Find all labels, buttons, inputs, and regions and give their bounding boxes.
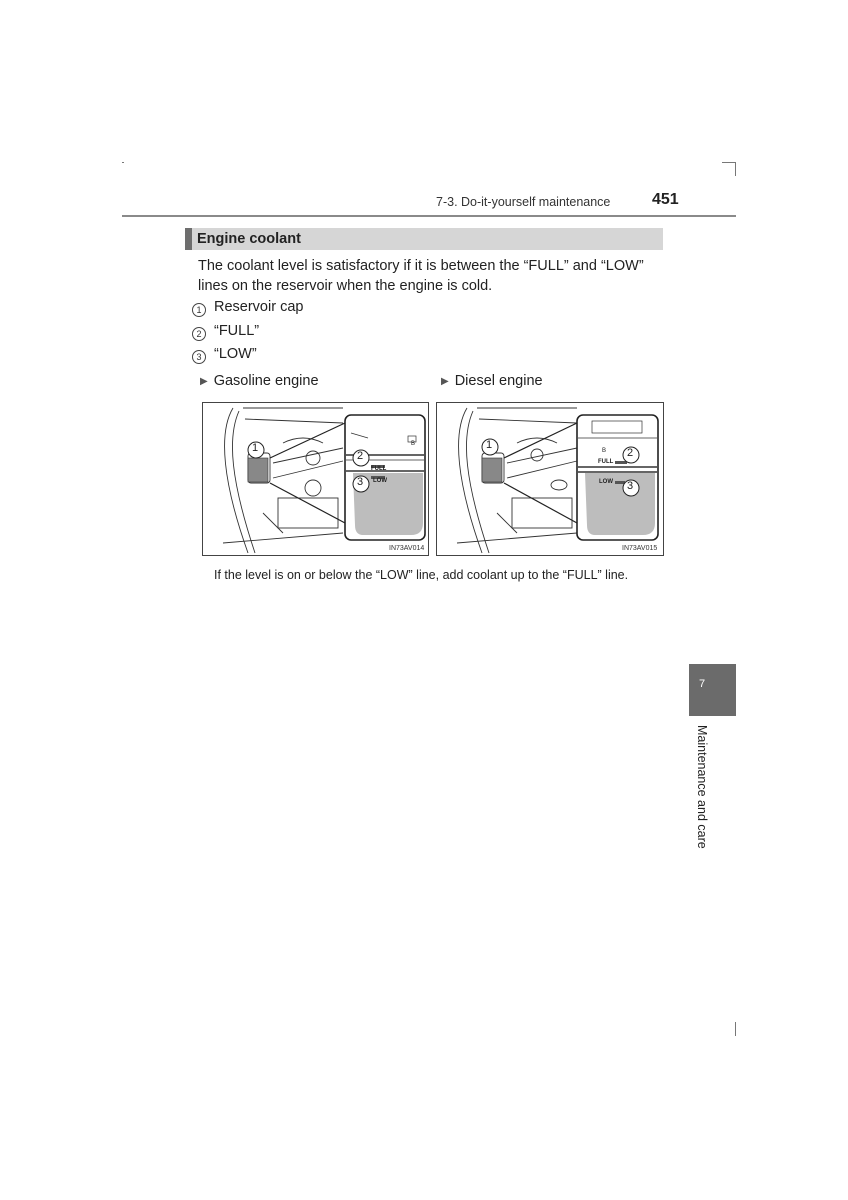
list-item <box>192 299 304 317</box>
diesel-engine-figure <box>436 402 664 556</box>
triangle-bullet-icon: ▶ <box>200 376 208 387</box>
page-number: 451 <box>652 191 679 208</box>
low-mark-label: LOW <box>373 478 387 484</box>
reservoir-letter: B <box>602 448 607 454</box>
figure-code: IN73AV014 <box>389 545 425 552</box>
intro-line-2: lines on the reservoir when the engine is cold. <box>198 278 493 294</box>
callout-number-1: 1 <box>192 303 206 317</box>
low-mark-label: LOW <box>599 479 613 485</box>
gasoline-caption: ▶ Gasoline engine <box>200 373 319 389</box>
callout-number-2: 2 <box>192 327 206 341</box>
callout-marker-2: 2 <box>627 447 634 459</box>
callout-marker-3: 3 <box>627 480 634 492</box>
page-heading: Engine coolant <box>197 231 301 247</box>
engine-bay-illustration <box>437 403 663 555</box>
crop-mark-top-left <box>122 162 124 163</box>
callout-label-2: “FULL” <box>214 323 260 339</box>
crop-mark-top-right-h <box>722 162 736 163</box>
callout-marker-3: 3 <box>357 476 364 488</box>
gasoline-engine-figure <box>202 402 429 556</box>
callout-marker-1: 1 <box>252 442 259 454</box>
diesel-caption: ▶ Diesel engine <box>441 373 543 389</box>
list-item <box>192 323 260 341</box>
list-item <box>192 346 257 364</box>
chapter-number: 7 <box>699 678 706 690</box>
triangle-bullet-icon: ▶ <box>441 376 449 387</box>
callout-label-3: “LOW” <box>214 346 257 362</box>
chapter-tab[interactable] <box>689 664 736 716</box>
callout-marker-1: 1 <box>486 439 493 451</box>
chapter-title: Maintenance and care <box>695 725 709 849</box>
callout-number-3: 3 <box>192 350 206 364</box>
coolant-note: If the level is on or below the “LOW” line, add coolant up to the “FULL” line. <box>214 568 629 582</box>
intro-line-1: The coolant level is satisfactory if it is between the “FULL” and “LOW” <box>198 258 644 274</box>
header-rule <box>122 215 736 217</box>
callout-marker-2: 2 <box>357 450 364 462</box>
figure-code: IN73AV015 <box>622 545 658 552</box>
full-mark-label: FULL <box>598 459 614 465</box>
full-mark-label: FULL <box>371 466 387 472</box>
heading-accent <box>185 228 192 250</box>
crop-mark-top-right-v <box>735 162 736 176</box>
section-title: 7-3. Do-it-yourself maintenance <box>436 195 611 209</box>
callout-label-1: Reservoir cap <box>214 299 304 315</box>
crop-mark-bottom-right <box>735 1022 736 1036</box>
reservoir-letter: B <box>411 441 416 447</box>
engine-bay-illustration <box>203 403 428 555</box>
